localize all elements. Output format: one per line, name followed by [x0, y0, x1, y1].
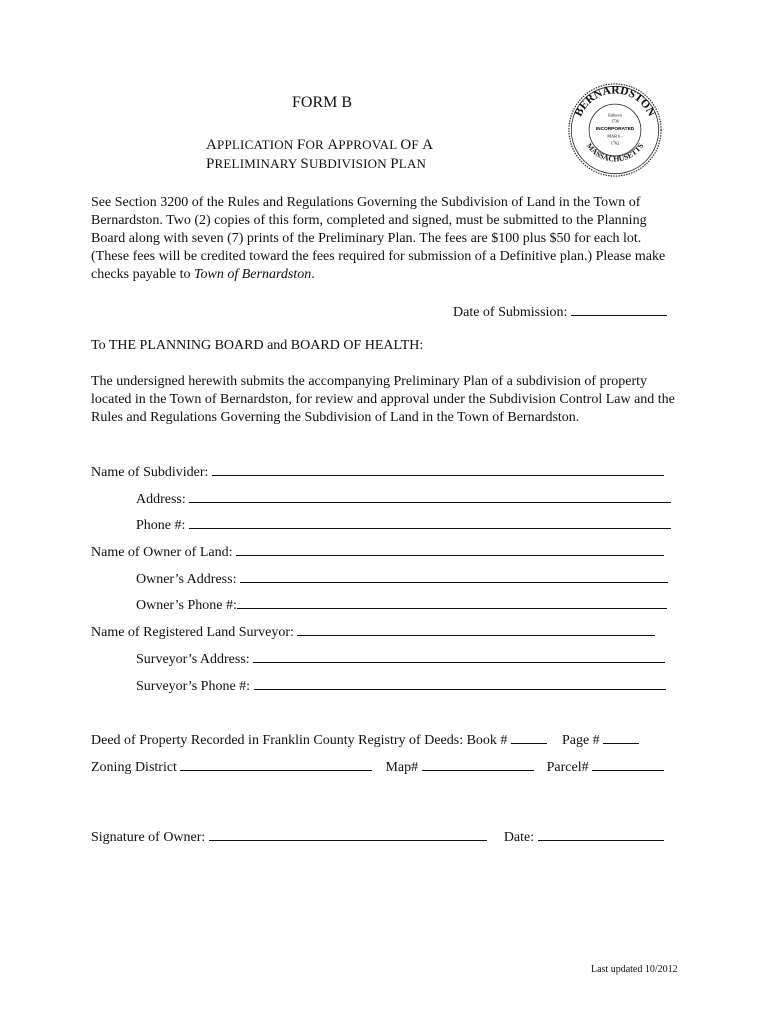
surveyor-address-field[interactable]	[253, 649, 665, 663]
subtitle-line1-text: APPLICATION FOR APPROVAL OF A	[206, 137, 434, 153]
town-seal-logo	[567, 82, 663, 178]
map-label: Map#	[385, 760, 419, 775]
deed-book-field[interactable]	[511, 730, 547, 744]
surveyor-name-row	[91, 622, 655, 642]
subdivider-address-field[interactable]	[189, 489, 671, 503]
owner-address-field[interactable]	[240, 569, 668, 583]
surveyor-address-label: Surveyor’s Address:	[136, 652, 250, 667]
zoning-row	[91, 757, 664, 777]
subdivider-phone-field[interactable]	[189, 515, 671, 529]
parcel-label: Parcel#	[546, 760, 589, 775]
deed-page-field[interactable]	[603, 730, 639, 744]
signature-owner-field[interactable]	[209, 827, 487, 841]
intro-text: See Section 3200 of the Rules and Regulations Governing the Subdivision of Land in the Town of Bernardston. Two (2) copies of this form, completed and signed, must be submitted to the Planning Board along with seven (7) prints of the Preliminary Plan. The fees are $100 plus $50 for each lot. (These fees will be credited toward the fees required for submission of a Definitive plan.) Please make checks payable to	[91, 195, 666, 282]
surveyor-address-row	[136, 649, 665, 669]
surveyor-phone-field[interactable]	[254, 676, 666, 690]
statement-paragraph: The undersigned herewith submits the accompanying Preliminary Plan of a subdivision of property located in the Town of Bernardston, for review and approval under the Subdivision Control Law and the Rules and Regulations Governing the Subdivision of Land in the Town of Bernardston.	[91, 374, 675, 425]
owner-phone-row	[136, 595, 667, 615]
addressee-line: To THE PLANNING BOARD and BOARD OF HEALTH:	[91, 338, 424, 353]
surveyor-name-label: Name of Registered Land Surveyor:	[91, 625, 294, 640]
seal-line4: MAR 6 -	[607, 133, 623, 139]
signature-row	[91, 827, 664, 847]
seal-line2: 1736	[611, 119, 619, 124]
owner-address-row	[136, 569, 668, 589]
intro-end: .	[311, 267, 315, 282]
seal-line3: INCORPORATED	[595, 127, 635, 132]
subdivider-name-label: Name of Subdivider:	[91, 465, 209, 480]
parcel-field[interactable]	[592, 757, 664, 771]
seal-town-name: BERNARDSTON	[572, 84, 658, 119]
intro-payee: Town of Bernardston	[194, 267, 312, 282]
signature-date-label: Date:	[503, 830, 535, 845]
subdivider-address-label: Address:	[136, 492, 186, 507]
signature-owner-label: Signature of Owner:	[91, 830, 206, 845]
deed-book-label: Deed of Property Recorded in Franklin County Registry of Deeds: Book #	[91, 733, 508, 748]
form-title: FORM B	[292, 94, 353, 111]
seal-line5: 1762	[610, 140, 620, 146]
owner-name-field[interactable]	[236, 542, 664, 556]
form-subtitle-line1	[206, 137, 433, 154]
owner-name-row	[91, 542, 664, 562]
last-updated-footer: Last updated 10/2012	[591, 964, 678, 975]
owner-name-label: Name of Owner of Land:	[91, 545, 233, 560]
zoning-district-label: Zoning District	[91, 760, 177, 775]
seal-line1: Falltown	[608, 113, 622, 118]
signature-date-field[interactable]	[538, 827, 664, 841]
date-of-submission-label: Date of Submission:	[453, 305, 568, 320]
deed-row	[91, 730, 639, 750]
subdivider-name-row	[91, 462, 664, 482]
date-of-submission-field[interactable]	[571, 302, 667, 316]
subdivider-phone-row	[136, 515, 671, 535]
owner-phone-label: Owner’s Phone #:	[136, 598, 237, 613]
surveyor-phone-label: Surveyor’s Phone #:	[136, 679, 251, 694]
subdivider-address-row	[136, 489, 671, 509]
subdivider-name-field[interactable]	[212, 462, 664, 476]
intro-paragraph	[91, 194, 681, 284]
map-field[interactable]	[422, 757, 534, 771]
zoning-district-field[interactable]	[180, 757, 372, 771]
owner-phone-field[interactable]	[237, 595, 667, 609]
subtitle-line2-text: PRELIMINARY SUBDIVISION PLAN	[206, 156, 427, 172]
subdivider-phone-label: Phone #:	[136, 518, 186, 533]
surveyor-name-field[interactable]	[297, 622, 655, 636]
deed-page-label: Page #	[561, 733, 600, 748]
seal-state-name: MASSACHUSETTS	[584, 141, 646, 164]
surveyor-phone-row	[136, 676, 666, 696]
owner-address-label: Owner’s Address:	[136, 572, 237, 587]
form-subtitle-line2	[206, 156, 426, 173]
date-of-submission-row	[453, 302, 667, 322]
